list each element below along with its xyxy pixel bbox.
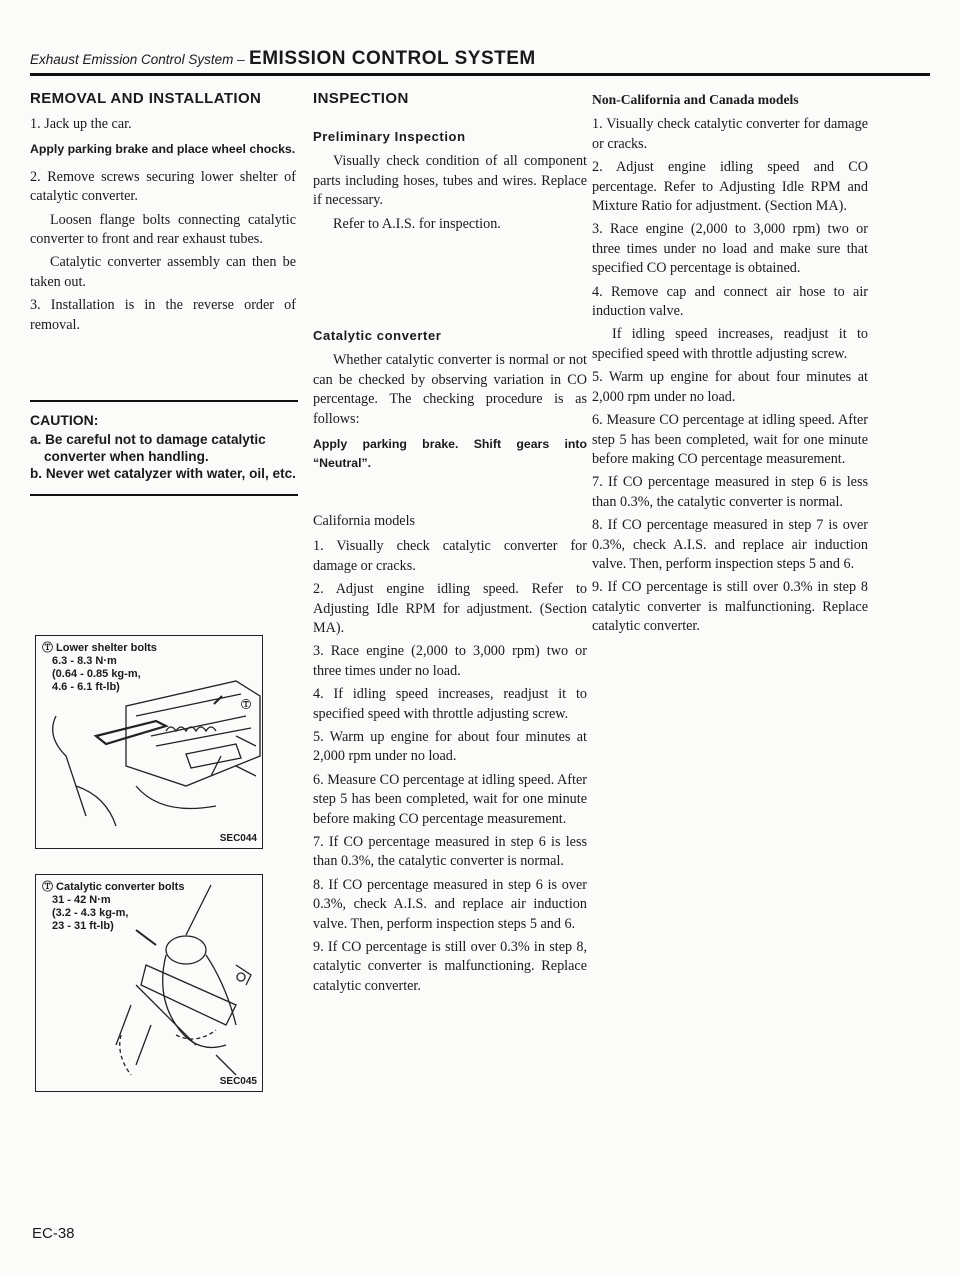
column-inspection: [313, 90, 587, 1000]
noncal-step-4-cont: If idling speed increases, readjust it to specified speed with throttle adjusting screw.: [592, 326, 868, 362]
noncalifornia-heading: Non-California and Canada models: [592, 92, 799, 107]
california-step-1: 1. Visually check catalytic converter for damage or cracks.: [313, 538, 587, 574]
preliminary-para-1: Visually check condition of all component parts including hoses, tubes and wires. Replace if necessary.: [313, 153, 587, 209]
removal-para-1: Loosen flange bolts connecting catalytic converter to front and rear exhaust tubes.: [30, 211, 296, 248]
california-heading: California models: [313, 512, 416, 529]
svg-text:Ⓣ: Ⓣ: [241, 700, 251, 711]
section-title: Exhaust Emission Control System –: [30, 52, 245, 67]
figure2-code: SEC045: [219, 1076, 257, 1087]
noncal-step-5: 5. Warm up engine for about four minutes at 2,000 rpm under no load.: [592, 369, 868, 405]
figure1-label: Ⓣ Lower shelter bolts 6.3 - 8.3 N·m (0.64 - 0.85 kg-m, 4.6 - 6.1 ft-lb): [42, 642, 157, 693]
california-step-8: 8. If CO percentage measured in step 6 is over 0.3%, check A.I.S. and replace air induction valve. Then, perform inspection steps 5 and 6.: [313, 876, 587, 932]
catalytic-para: Whether catalytic converter is normal or not can be checked by observing variation in CO percentage. The checking procedure is as follows:: [313, 352, 587, 427]
header-rule: [30, 73, 930, 76]
california-step-2: 2. Adjust engine idling speed. Refer to Adjusting Idle RPM for adjustment. (Section MA).: [313, 581, 587, 636]
noncal-step-6: 6. Measure CO percentage at idling speed. After step 5 has been completed, wait for one minute before making CO percentage measurement.: [592, 412, 868, 467]
figure-lower-shelter: [35, 635, 263, 849]
california-step-4: 4. If idling speed increases, readjust it to specified speed with throttle adjusting screw.: [313, 686, 587, 722]
inspection-heading: INSPECTION: [313, 90, 409, 107]
caution-box: [30, 400, 298, 496]
removal-step-2: 2. Remove screws securing lower shelter of catalytic converter.: [30, 168, 296, 205]
california-step-5: 5. Warm up engine for about four minutes at 2,000 rpm under no load.: [313, 728, 587, 765]
removal-step-1: 1. Jack up the car.: [30, 116, 132, 132]
caution-title: CAUTION:: [30, 412, 99, 428]
california-step-9: 9. If CO percentage is still over 0.3% in step 8, catalytic converter is malfunctioning. Replace catalytic converter.: [313, 939, 587, 994]
caution-item-a: a. Be careful not to damage catalytic converter when handling.: [30, 432, 266, 464]
catalytic-note: Apply parking brake. Shift gears into “Neutral”.: [313, 437, 587, 471]
removal-note: Apply parking brake and place wheel chocks.: [30, 142, 296, 157]
preliminary-heading: Preliminary Inspection: [313, 129, 466, 144]
noncal-step-3: 3. Race engine (2,000 to 3,000 rpm) two or three times under no load and make sure that specified CO percentage is obtained.: [592, 221, 868, 277]
removal-heading: REMOVAL AND INSTALLATION: [30, 90, 262, 107]
caution-item-b: b. Never wet catalyzer with water, oil, etc.: [30, 466, 296, 481]
noncal-step-7: 7. If CO percentage measured in step 6 is less than 0.3%, the catalytic converter is normal.: [592, 474, 868, 510]
figure1-code: SEC044: [219, 833, 257, 844]
preliminary-para-2: Refer to A.I.S. for inspection.: [333, 215, 501, 232]
removal-para-2: Catalytic converter assembly can then be taken out.: [30, 254, 296, 290]
column-noncalifornia: [592, 90, 868, 641]
page-header: [30, 48, 930, 70]
california-step-6: 6. Measure CO percentage at idling speed. After step 5 has been completed, wait for one minute before making CO percentage measurement.: [313, 771, 587, 827]
figure-converter-bolts: [35, 874, 263, 1092]
column-removal: [30, 90, 296, 339]
noncal-step-2: 2. Adjust engine idling speed and CO percentage. Refer to Adjusting Idle RPM and Mixture Ratio for adjustment. (Section MA).: [592, 159, 868, 215]
noncal-step-9: 9. If CO percentage is still over 0.3% in step 8 catalytic converter is malfunctioning. Replace catalytic converter.: [592, 579, 868, 635]
figure2-label: Ⓣ Catalytic converter bolts 31 - 42 N·m (3.2 - 4.3 kg-m, 23 - 31 ft-lb): [42, 881, 185, 932]
california-step-3: 3. Race engine (2,000 to 3,000 rpm) two or three times under no load.: [313, 643, 587, 679]
noncal-step-8: 8. If CO percentage measured in step 7 is over 0.3%, check A.I.S. and replace air induction valve. Then, perform inspection steps 5 and 6.: [592, 517, 868, 572]
catalytic-heading: Catalytic converter: [313, 328, 442, 344]
noncal-step-1: 1. Visually check catalytic converter for damage or cracks.: [592, 116, 868, 152]
chapter-title: EMISSION CONTROL SYSTEM: [249, 48, 536, 69]
removal-step-3: 3. Installation is in the reverse order of removal.: [30, 297, 296, 333]
california-step-7: 7. If CO percentage measured in step 6 is less than 0.3%, the catalytic converter is normal.: [313, 833, 587, 870]
noncal-step-4: 4. Remove cap and connect air hose to air induction valve.: [592, 283, 868, 320]
page-number: EC-38: [32, 1225, 75, 1242]
